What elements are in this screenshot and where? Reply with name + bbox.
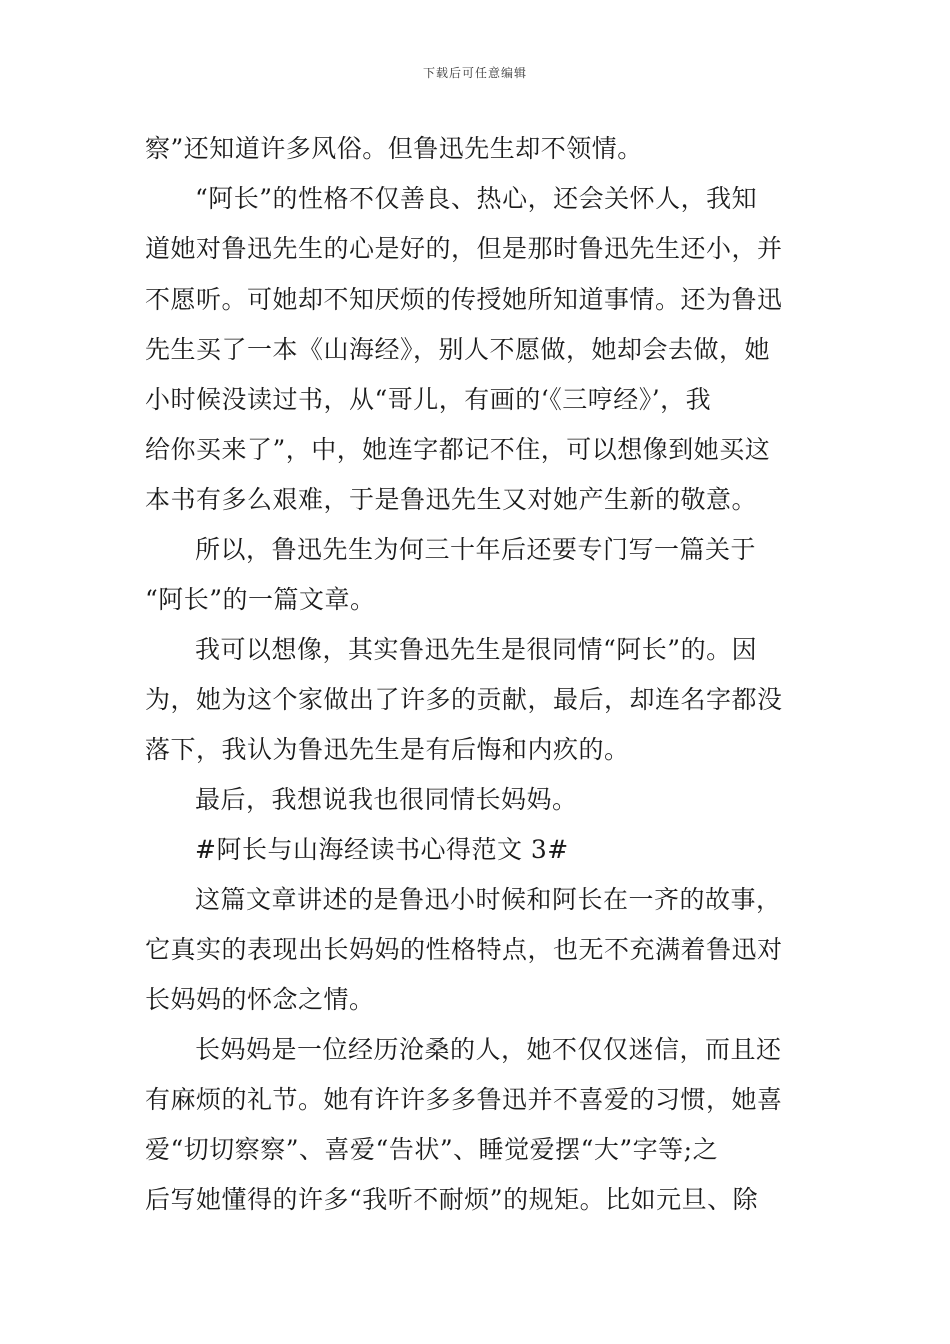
text-line: 有麻烦的礼节。她有许许多多鲁迅并不喜爱的习惯，她喜: [145, 1085, 783, 1114]
text-line: 它真实的表现出长妈妈的性格特点，也无不充满着鲁迅对: [145, 935, 783, 964]
text-line: “阿长”的性格不仅善良、热心，还会关怀人，我知: [195, 184, 758, 213]
text-line: 为，她为这个家做出了许多的贡献，最后，却连名字都没: [145, 685, 783, 714]
text-line: 最后，我想说我也很同情长妈妈。: [195, 785, 578, 814]
text-line: 先生买了一本《山海经》，别人不愿做，她却会去做，她: [145, 335, 771, 364]
text-line: 我可以想像，其实鲁迅先生是很同情“阿长”的。因: [195, 635, 758, 664]
text-line: 后写她懂得的许多“我听不耐烦”的规矩。比如元旦、除: [145, 1185, 759, 1214]
text-line: 给你买来了”，中，她连字都记不住，可以想像到她买这: [145, 435, 771, 464]
text-line: 所以，鲁迅先生为何三十年后还要专门写一篇关于: [195, 535, 757, 564]
text-line: “阿长”的一篇文章。: [145, 585, 376, 614]
text-line: 长妈妈是一位经历沧桑的人，她不仅仅迷信，而且还: [195, 1035, 782, 1064]
page-header: 下载后可任意编辑: [422, 66, 527, 80]
text-line: 爱“切切察察”、喜爱“告状”、睡觉爱摆“大”字等;之: [145, 1135, 719, 1164]
text-line: 道她对鲁迅先生的心是好的，但是那时鲁迅先生还小，并: [145, 234, 783, 263]
text-line: 不愿听。可她却不知厌烦的传授她所知道事情。还为鲁迅: [145, 285, 783, 314]
text-line: 察”还知道许多风俗。但鲁迅先生却不领情。: [145, 134, 643, 163]
text-line: 小时候没读过书，从“哥儿，有画的‘《三哼经》’，我: [145, 385, 712, 414]
text-line: 这篇文章讲述的是鲁迅小时候和阿长在一齐的故事，: [195, 885, 782, 914]
section-heading: #阿长与山海经读书心得范文 3#: [195, 835, 569, 864]
text-line: 本书有多么艰难，于是鲁迅先生又对她产生新的敬意。: [145, 485, 758, 514]
text-line: 长妈妈的怀念之情。: [145, 985, 375, 1014]
text-line: 落下，我认为鲁迅先生是有后悔和内疚的。: [145, 735, 630, 764]
